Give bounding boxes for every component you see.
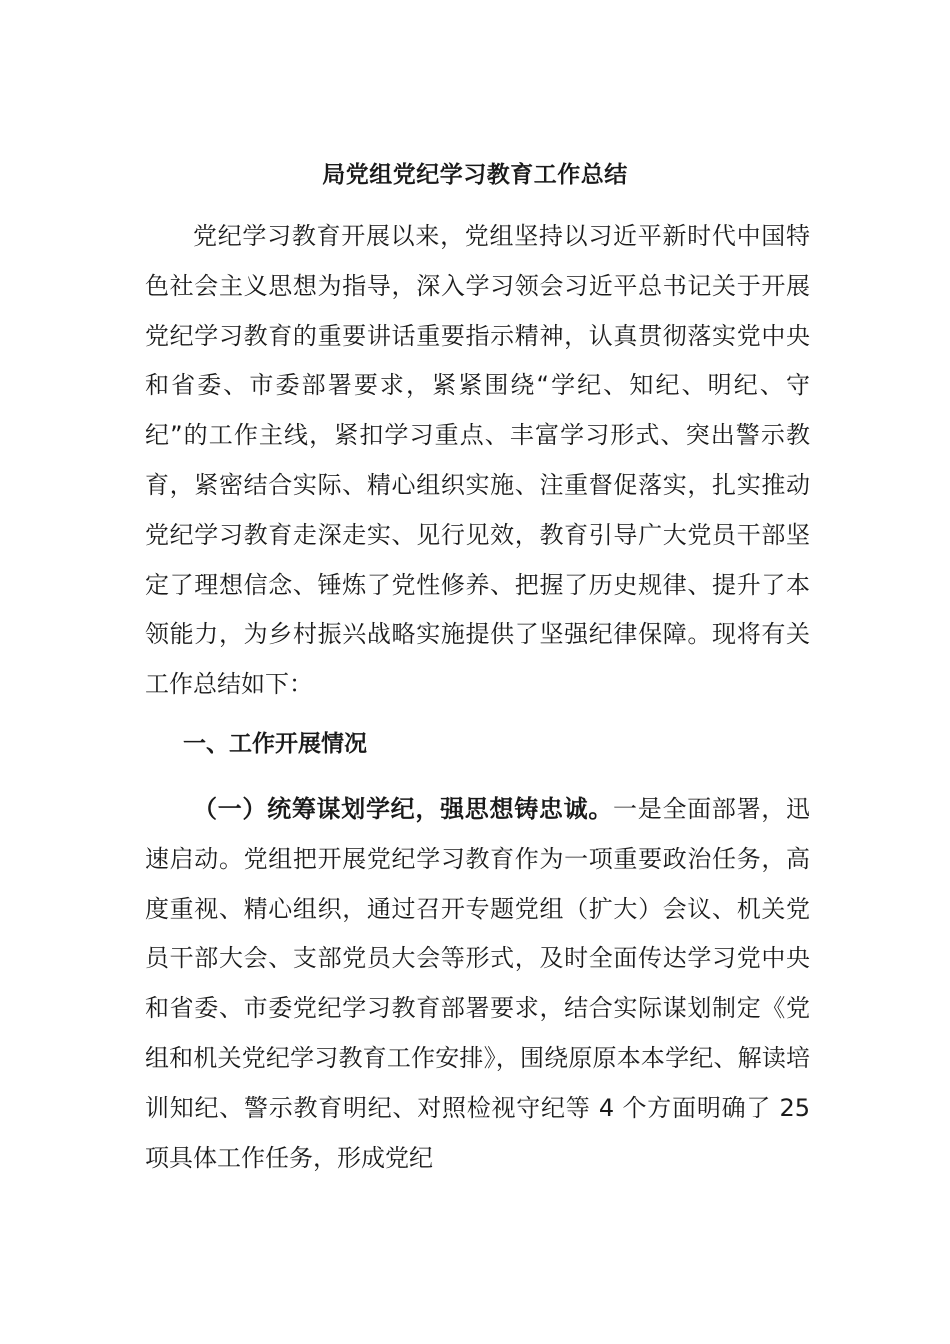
section-heading: 一、工作开展情况: [183, 731, 367, 757]
document-title: 局党组党纪学习教育工作总结: [322, 162, 628, 188]
subsection-text: 一是全面部署，迅速启动。党组把开展党纪学习教育作为一项重要政治任务，高度重视、精心组织，通过召开专题党组（扩大）会议、机关党员干部大会、支部党员大会等形式，及时全面传达学习党中央和省委、市委党纪学习教育部署要求，结合实际谋划制定《党组和机关党纪学习教育工作安排》，围绕原原本本学纪、解读培训知纪、警示教育明纪、对照检视守纪等 4 个方面明确了 25 项具体工作任务，形成党纪: [145, 795, 811, 1172]
subsection-lead: （一）统筹谋划学纪，强思想铸忠诚。: [193, 795, 614, 823]
intro-paragraph: 党纪学习教育开展以来，党组坚持以习近平新时代中国特色社会主义思想为指导，深入学习领会习近平总书记关于开展党纪学习教育的重要讲话重要指示精神，认真贯彻落实党中央和省委、市委部署要求，紧紧围绕“学纪、知纪、明纪、守纪”的工作主线，紧扣学习重点、丰富学习形式、突出警示教育，紧密结合实际、精心组织实施、注重督促落实，扎实推动党纪学习教育走深走实、见行见效，教育引导广大党员干部坚定了理想信念、锤炼了党性修养、把握了历史规律、提升了本领能力，为乡村振兴战略实施提供了坚强纪律保障。现将有关工作总结如下：: [145, 222, 810, 699]
subsection-paragraph: [145, 785, 810, 1183]
